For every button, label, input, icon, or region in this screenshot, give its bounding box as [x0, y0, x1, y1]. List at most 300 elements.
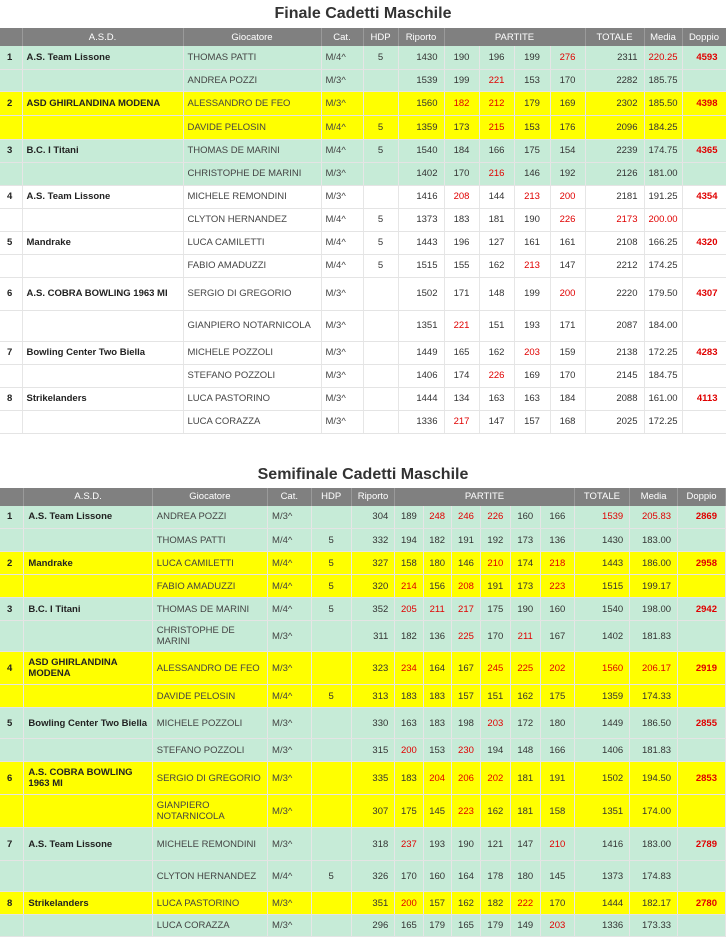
totale-cell: 1416: [574, 828, 629, 861]
table-row: [0, 139, 726, 162]
media-cell: 181.00: [644, 162, 682, 185]
game-score: 203: [514, 341, 550, 364]
riporto-cell: 1430: [398, 46, 444, 69]
rank-cell: [0, 575, 24, 598]
doppio-cell: 2942: [678, 598, 726, 621]
col-media: Media: [630, 488, 678, 506]
category-cell: M/4^: [268, 575, 312, 598]
media-cell: 200.00: [644, 208, 682, 231]
rank-cell: [0, 685, 24, 708]
game-score: 181: [510, 795, 540, 828]
game-score: 170: [481, 621, 510, 652]
table-row: [0, 552, 726, 575]
hdp-cell: 5: [311, 598, 351, 621]
category-cell: M/4^: [321, 254, 363, 277]
semifinale-title: Semifinale Cadetti Maschile: [257, 465, 469, 483]
game-score: 190: [514, 208, 550, 231]
table-row: [0, 387, 726, 410]
col-cat: Cat.: [321, 28, 363, 46]
game-score: 213: [514, 185, 550, 208]
game-score: 147: [550, 254, 585, 277]
game-score: 166: [540, 739, 574, 762]
game-score: 216: [479, 162, 514, 185]
media-cell: 181.83: [630, 739, 678, 762]
game-score: 181: [510, 762, 540, 795]
game-score: 199: [444, 69, 479, 91]
rank-cell: 8: [0, 892, 24, 915]
table-row: [0, 828, 726, 861]
game-score: 200: [395, 739, 423, 762]
table-row: [0, 529, 726, 552]
game-score: 246: [451, 506, 480, 529]
media-cell: 179.50: [644, 277, 682, 310]
player-name: LUCA PASTORINO: [183, 387, 321, 410]
media-cell: 172.25: [644, 341, 682, 364]
game-score: 215: [479, 115, 514, 139]
team-name: [24, 621, 152, 652]
game-score: 199: [514, 46, 550, 69]
game-score: 200: [395, 892, 423, 915]
hdp-cell: [363, 364, 398, 387]
game-score: 200: [550, 277, 585, 310]
game-score: 183: [395, 762, 423, 795]
hdp-cell: [311, 621, 351, 652]
category-cell: M/4^: [321, 208, 363, 231]
game-score: 183: [423, 685, 451, 708]
finale-header-row: [0, 28, 726, 46]
game-score: 158: [395, 552, 423, 575]
totale-cell: 2311: [585, 46, 644, 69]
game-score: 169: [514, 364, 550, 387]
team-name: Bowling Center Two Biella: [22, 341, 183, 364]
riporto-cell: 1351: [398, 310, 444, 341]
media-cell: 174.83: [630, 861, 678, 892]
game-score: 171: [444, 277, 479, 310]
game-score: 184: [444, 139, 479, 162]
category-cell: M/4^: [268, 552, 312, 575]
hdp-cell: 5: [363, 139, 398, 162]
player-name: LUCA CORAZZA: [183, 410, 321, 433]
player-name: LUCA CORAZZA: [152, 915, 267, 937]
table-row: [0, 795, 726, 828]
media-cell: 173.33: [630, 915, 678, 937]
totale-cell: 1351: [574, 795, 629, 828]
game-score: 159: [550, 341, 585, 364]
totale-cell: 1443: [574, 552, 629, 575]
game-score: 160: [423, 861, 451, 892]
player-name: GIANPIERO NOTARNICOLA: [152, 795, 267, 828]
team-name: [22, 208, 183, 231]
game-score: 134: [444, 387, 479, 410]
hdp-cell: 5: [311, 575, 351, 598]
hdp-cell: 5: [363, 115, 398, 139]
table-row: [0, 69, 726, 91]
game-score: 169: [550, 91, 585, 115]
doppio-cell: 2919: [678, 652, 726, 685]
game-score: 181: [479, 208, 514, 231]
game-score: 148: [510, 739, 540, 762]
game-score: 173: [510, 529, 540, 552]
category-cell: M/3^: [268, 506, 312, 529]
game-score: 182: [481, 892, 510, 915]
media-cell: 191.25: [644, 185, 682, 208]
hdp-cell: [311, 795, 351, 828]
rank-cell: 3: [0, 139, 22, 162]
riporto-cell: 1359: [398, 115, 444, 139]
rank-cell: [0, 529, 24, 552]
table-row: [0, 185, 726, 208]
rank-cell: 5: [0, 708, 24, 739]
game-score: 276: [550, 46, 585, 69]
category-cell: M/3^: [321, 364, 363, 387]
game-score: 151: [481, 685, 510, 708]
player-name: THOMAS PATTI: [183, 46, 321, 69]
game-score: 212: [479, 91, 514, 115]
game-score: 200: [550, 185, 585, 208]
game-score: 153: [514, 69, 550, 91]
col-cat: Cat.: [268, 488, 312, 506]
game-score: 167: [540, 621, 574, 652]
riporto-cell: 311: [351, 621, 395, 652]
game-score: 183: [444, 208, 479, 231]
player-name: ANDREA POZZI: [152, 506, 267, 529]
game-score: 183: [395, 685, 423, 708]
category-cell: M/3^: [321, 310, 363, 341]
game-score: 163: [395, 708, 423, 739]
totale-cell: 1540: [574, 598, 629, 621]
game-score: 149: [510, 915, 540, 937]
totale-cell: 2087: [585, 310, 644, 341]
game-score: 248: [423, 506, 451, 529]
game-score: 191: [540, 762, 574, 795]
riporto-cell: 352: [351, 598, 395, 621]
team-name: [24, 915, 152, 937]
player-name: THOMAS DE MARINI: [152, 598, 267, 621]
doppio-cell: 4283: [682, 341, 726, 364]
totale-cell: 2126: [585, 162, 644, 185]
game-score: 196: [444, 231, 479, 254]
team-name: ASD GHIRLANDINA MODENA: [24, 652, 152, 685]
game-score: 161: [550, 231, 585, 254]
doppio-cell: 2780: [678, 892, 726, 915]
team-name: Mandrake: [24, 552, 152, 575]
game-score: 213: [514, 254, 550, 277]
game-score: 162: [451, 892, 480, 915]
player-name: GIANPIERO NOTARNICOLA: [183, 310, 321, 341]
category-cell: M/3^: [321, 69, 363, 91]
rank-cell: 1: [0, 46, 22, 69]
totale-cell: 1444: [574, 892, 629, 915]
game-score: 208: [451, 575, 480, 598]
game-score: 194: [481, 739, 510, 762]
totale-cell: 2282: [585, 69, 644, 91]
rank-cell: [0, 364, 22, 387]
game-score: 203: [540, 915, 574, 937]
doppio-cell: [678, 575, 726, 598]
category-cell: M/3^: [321, 387, 363, 410]
rank-cell: [0, 254, 22, 277]
table-row: [0, 162, 726, 185]
player-name: LUCA PASTORINO: [152, 892, 267, 915]
team-name: Bowling Center Two Biella: [24, 708, 152, 739]
game-score: 170: [444, 162, 479, 185]
totale-cell: 1560: [574, 652, 629, 685]
game-score: 148: [479, 277, 514, 310]
game-score: 204: [423, 762, 451, 795]
game-score: 155: [444, 254, 479, 277]
game-score: 192: [550, 162, 585, 185]
game-score: 168: [550, 410, 585, 433]
player-name: SERGIO DI GREGORIO: [152, 762, 267, 795]
player-name: ANDREA POZZI: [183, 69, 321, 91]
game-score: 165: [444, 341, 479, 364]
doppio-cell: [678, 795, 726, 828]
game-score: 121: [481, 828, 510, 861]
category-cell: M/4^: [268, 529, 312, 552]
media-cell: 184.75: [644, 364, 682, 387]
rank-cell: [0, 915, 24, 937]
col-totale: TOTALE: [574, 488, 629, 506]
totale-cell: 1515: [574, 575, 629, 598]
doppio-cell: [682, 162, 726, 185]
team-name: A.S. COBRA BOWLING 1963 MI: [24, 762, 152, 795]
hdp-cell: 5: [311, 552, 351, 575]
category-cell: M/4^: [321, 46, 363, 69]
totale-cell: 2220: [585, 277, 644, 310]
game-score: 199: [514, 277, 550, 310]
game-score: 190: [451, 828, 480, 861]
hdp-cell: [311, 739, 351, 762]
game-score: 182: [395, 621, 423, 652]
hdp-cell: 5: [363, 254, 398, 277]
team-name: B.C. I Titani: [24, 598, 152, 621]
category-cell: M/3^: [268, 828, 312, 861]
player-name: MICHELE POZZOLI: [183, 341, 321, 364]
team-name: Mandrake: [22, 231, 183, 254]
totale-cell: 1539: [574, 506, 629, 529]
game-score: 182: [444, 91, 479, 115]
game-score: 190: [510, 598, 540, 621]
game-score: 245: [481, 652, 510, 685]
player-name: LUCA CAMILETTI: [152, 552, 267, 575]
category-cell: M/4^: [268, 685, 312, 708]
game-score: 175: [395, 795, 423, 828]
media-cell: 186.50: [630, 708, 678, 739]
doppio-cell: 2869: [678, 506, 726, 529]
doppio-cell: 2855: [678, 708, 726, 739]
category-cell: M/3^: [268, 892, 312, 915]
team-name: Strikelanders: [22, 387, 183, 410]
rank-cell: 7: [0, 828, 24, 861]
game-score: 179: [481, 915, 510, 937]
game-score: 170: [395, 861, 423, 892]
rank-cell: [0, 795, 24, 828]
col-giocatore: Giocatore: [183, 28, 321, 46]
team-name: [22, 69, 183, 91]
game-score: 182: [423, 529, 451, 552]
hdp-cell: [363, 277, 398, 310]
doppio-cell: [678, 685, 726, 708]
game-score: 170: [550, 69, 585, 91]
game-score: 189: [395, 506, 423, 529]
riporto-cell: 307: [351, 795, 395, 828]
hdp-cell: 5: [363, 208, 398, 231]
game-score: 210: [481, 552, 510, 575]
finale-table: [0, 28, 726, 434]
team-name: A.S. Team Lissone: [22, 185, 183, 208]
category-cell: M/4^: [321, 139, 363, 162]
col-hdp: HDP: [311, 488, 351, 506]
game-score: 172: [510, 708, 540, 739]
totale-cell: 1502: [574, 762, 629, 795]
team-name: Strikelanders: [24, 892, 152, 915]
game-score: 136: [540, 529, 574, 552]
game-score: 165: [451, 915, 480, 937]
totale-cell: 1359: [574, 685, 629, 708]
rank-cell: [0, 861, 24, 892]
table-row: [0, 310, 726, 341]
rank-cell: 1: [0, 506, 24, 529]
player-name: STEFANO POZZOLI: [152, 739, 267, 762]
riporto-cell: 327: [351, 552, 395, 575]
riporto-cell: 315: [351, 739, 395, 762]
game-score: 193: [514, 310, 550, 341]
game-score: 234: [395, 652, 423, 685]
totale-cell: 2138: [585, 341, 644, 364]
game-score: 203: [481, 708, 510, 739]
riporto-cell: 1444: [398, 387, 444, 410]
game-score: 174: [510, 552, 540, 575]
totale-cell: 1430: [574, 529, 629, 552]
player-name: DAVIDE PELOSIN: [183, 115, 321, 139]
media-cell: 194.50: [630, 762, 678, 795]
player-name: CLYTON HERNANDEZ: [152, 861, 267, 892]
game-score: 217: [451, 598, 480, 621]
table-row: [0, 598, 726, 621]
hdp-cell: [363, 91, 398, 115]
totale-cell: 1406: [574, 739, 629, 762]
player-name: CHRISTOPHE DE MARINI: [183, 162, 321, 185]
game-score: 192: [481, 529, 510, 552]
hdp-cell: [311, 762, 351, 795]
media-cell: 174.00: [630, 795, 678, 828]
table-row: [0, 46, 726, 69]
totale-cell: 2212: [585, 254, 644, 277]
doppio-cell: [682, 254, 726, 277]
game-score: 162: [479, 341, 514, 364]
rank-cell: 6: [0, 277, 22, 310]
totale-cell: 1373: [574, 861, 629, 892]
col-totale: TOTALE: [585, 28, 644, 46]
rank-cell: 4: [0, 185, 22, 208]
riporto-cell: 1406: [398, 364, 444, 387]
category-cell: M/4^: [321, 115, 363, 139]
game-score: 223: [540, 575, 574, 598]
game-score: 180: [510, 861, 540, 892]
game-score: 183: [423, 708, 451, 739]
team-name: [24, 739, 152, 762]
hdp-cell: [363, 410, 398, 433]
game-score: 211: [510, 621, 540, 652]
hdp-cell: [363, 69, 398, 91]
table-row: [0, 341, 726, 364]
media-cell: 172.25: [644, 410, 682, 433]
game-score: 171: [550, 310, 585, 341]
game-score: 146: [451, 552, 480, 575]
riporto-cell: 296: [351, 915, 395, 937]
game-score: 170: [550, 364, 585, 387]
player-name: MICHELE REMONDINI: [152, 828, 267, 861]
riporto-cell: 1336: [398, 410, 444, 433]
team-name: [22, 310, 183, 341]
col-partite: PARTITE: [395, 488, 574, 506]
game-score: 214: [395, 575, 423, 598]
game-score: 217: [444, 410, 479, 433]
table-row: [0, 708, 726, 739]
game-score: 163: [514, 387, 550, 410]
col-doppio: Doppio: [682, 28, 726, 46]
hdp-cell: [363, 341, 398, 364]
totale-cell: 2239: [585, 139, 644, 162]
doppio-cell: 4354: [682, 185, 726, 208]
riporto-cell: 330: [351, 708, 395, 739]
team-name: A.S. Team Lissone: [22, 46, 183, 69]
game-score: 163: [479, 387, 514, 410]
team-name: [22, 410, 183, 433]
totale-cell: 2025: [585, 410, 644, 433]
game-score: 162: [481, 795, 510, 828]
team-name: ASD GHIRLANDINA MODENA: [22, 91, 183, 115]
hdp-cell: 5: [363, 46, 398, 69]
table-row: [0, 762, 726, 795]
doppio-cell: [682, 208, 726, 231]
game-score: 237: [395, 828, 423, 861]
doppio-cell: 4320: [682, 231, 726, 254]
col-asd: A.S.D.: [22, 28, 183, 46]
game-score: 180: [540, 708, 574, 739]
riporto-cell: 1560: [398, 91, 444, 115]
game-score: 223: [451, 795, 480, 828]
game-score: 167: [451, 652, 480, 685]
game-score: 210: [540, 828, 574, 861]
riporto-cell: 320: [351, 575, 395, 598]
game-score: 184: [550, 387, 585, 410]
game-score: 173: [510, 575, 540, 598]
category-cell: M/3^: [268, 652, 312, 685]
hdp-cell: [363, 310, 398, 341]
table-row: [0, 685, 726, 708]
team-name: B.C. I Titani: [22, 139, 183, 162]
riporto-cell: 1539: [398, 69, 444, 91]
game-score: 156: [423, 575, 451, 598]
doppio-cell: 4365: [682, 139, 726, 162]
category-cell: M/4^: [268, 598, 312, 621]
player-name: ALESSANDRO DE FEO: [152, 652, 267, 685]
doppio-cell: [682, 310, 726, 341]
team-name: [24, 861, 152, 892]
team-name: [24, 575, 152, 598]
game-score: 160: [510, 506, 540, 529]
rank-cell: [0, 410, 22, 433]
rank-cell: [0, 739, 24, 762]
category-cell: M/3^: [268, 708, 312, 739]
riporto-cell: 1373: [398, 208, 444, 231]
hdp-cell: [363, 387, 398, 410]
game-score: 153: [514, 115, 550, 139]
hdp-cell: [311, 506, 351, 529]
col-riporto: Riporto: [398, 28, 444, 46]
game-score: 230: [451, 739, 480, 762]
